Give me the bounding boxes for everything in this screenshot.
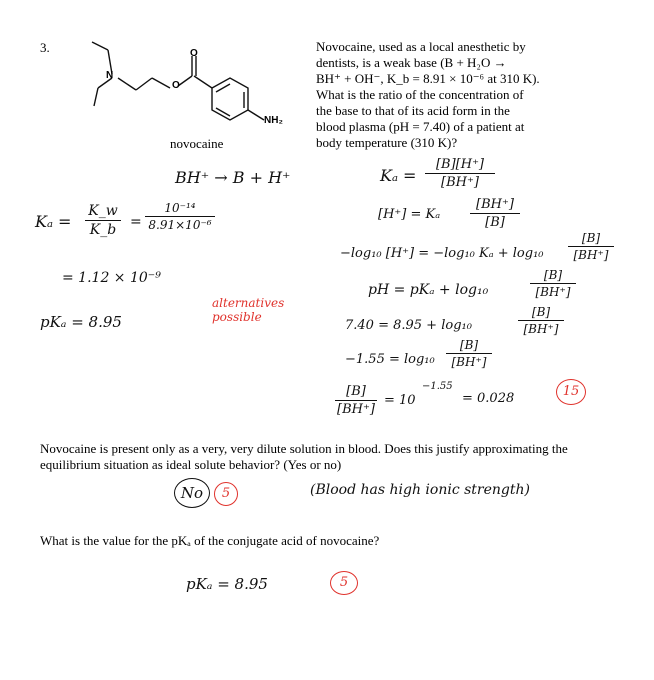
kw-values-fraction	[145, 201, 215, 232]
substitution-line: 7.40 = 8.95 + log₁₀	[345, 318, 472, 333]
ka-numerator: [B][H⁺]	[435, 157, 485, 172]
pka-value: pKₐ = 8.95	[40, 313, 122, 331]
kw-values-denominator: 8.91×10⁻⁶	[148, 218, 212, 232]
q2-text	[40, 441, 640, 473]
amine-label: NH₂	[264, 115, 283, 126]
carbonyl-oxygen-label: O	[190, 48, 198, 59]
ka-fraction	[425, 157, 495, 190]
negative-log-line: −1.55 = log₁₀	[345, 352, 435, 367]
substitution-numerator: [B]	[531, 305, 551, 319]
reaction-equation: BH⁺ → B + H⁺	[175, 168, 291, 187]
ratio-result: = 0.028	[462, 391, 515, 406]
question-text	[316, 39, 646, 151]
q2-line: equilibrium situation as ideal solute behavior? (Yes or no)	[40, 457, 342, 472]
kw-denominator: K_b	[89, 222, 117, 238]
substitution-denominator: [BH⁺]	[523, 322, 559, 336]
alternatives-note	[212, 296, 284, 324]
question-number: 3.	[40, 40, 50, 55]
ratio-equals-ten: = 10	[384, 393, 416, 408]
score-part-1: 15	[556, 379, 586, 405]
ka-value: = 1.12 × 10⁻⁹	[62, 270, 161, 286]
h-ion-line: [H⁺] = Kₐ	[378, 207, 441, 222]
hh-line: pH = pKₐ + log₁₀	[368, 282, 489, 298]
kw-equals: =	[130, 214, 142, 230]
nitrogen-label: N	[106, 70, 114, 81]
h-ion-denominator: [B]	[485, 215, 505, 230]
alternatives-line: alternatives	[212, 296, 285, 310]
q3-score: 5	[330, 571, 358, 595]
q3-text: What is the value for the pKₐ of the conjugate acid of novocaine?	[40, 533, 380, 548]
kw-numerator: K_w	[88, 203, 118, 219]
ratio-numerator: [B]	[346, 384, 366, 399]
q2-reason: (Blood has high ionic strength)	[310, 482, 530, 498]
question-line: Novocaine, used as a local anesthetic by	[316, 39, 526, 54]
h-ion-numerator: [BH⁺]	[476, 197, 514, 212]
negative-log-denominator: [BH⁺]	[451, 355, 487, 369]
question-line: the base to that of its acid form in the	[316, 103, 510, 118]
q2-score: 5	[214, 482, 238, 506]
kw-values-numerator: 10⁻¹⁴	[164, 201, 196, 215]
ka-label: Kₐ =	[380, 166, 417, 185]
log-denominator: [BH⁺]	[573, 248, 609, 262]
substitution-fraction	[518, 305, 564, 336]
ratio-denominator: [BH⁺]	[337, 402, 375, 417]
kw-fraction	[85, 203, 121, 238]
alternatives-line: possible	[212, 310, 262, 324]
hh-denominator: [BH⁺]	[535, 285, 571, 299]
ka-denominator: [BH⁺]	[441, 175, 479, 190]
question-line: blood plasma (pH = 7.40) of a patient at	[316, 119, 525, 134]
question-line: What is the ratio of the concentration of	[316, 87, 524, 102]
log-numerator: [B]	[581, 231, 601, 245]
ester-oxygen-label: O	[172, 80, 180, 91]
q3-answer: pKₐ = 8.95	[186, 575, 268, 593]
kw-lhs: Kₐ =	[35, 212, 72, 231]
question-line: dentists, is a weak base (B + H₂O →	[316, 55, 507, 70]
ratio-fraction	[335, 384, 377, 417]
hh-numerator: [B]	[543, 268, 563, 282]
log-line: −log₁₀ [H⁺] = −log₁₀ Kₐ + log₁₀	[340, 246, 544, 261]
q2-answer: No	[174, 478, 210, 508]
h-ion-fraction	[470, 197, 520, 230]
negative-log-fraction	[446, 338, 492, 369]
negative-log-numerator: [B]	[459, 338, 479, 352]
q2-line: Novocaine is present only as a very, very dilute solution in blood. Does this justify approximating the	[40, 441, 568, 456]
structure-caption: novocaine	[170, 136, 224, 151]
question-line: BH⁺ + OH⁻, K_b = 8.91 × 10⁻⁶ at 310 K).	[316, 71, 540, 86]
question-line: body temperature (310 K)?	[316, 135, 458, 150]
log-fraction	[568, 231, 614, 262]
hh-fraction	[530, 268, 576, 299]
ratio-exponent: −1.55	[422, 381, 453, 392]
